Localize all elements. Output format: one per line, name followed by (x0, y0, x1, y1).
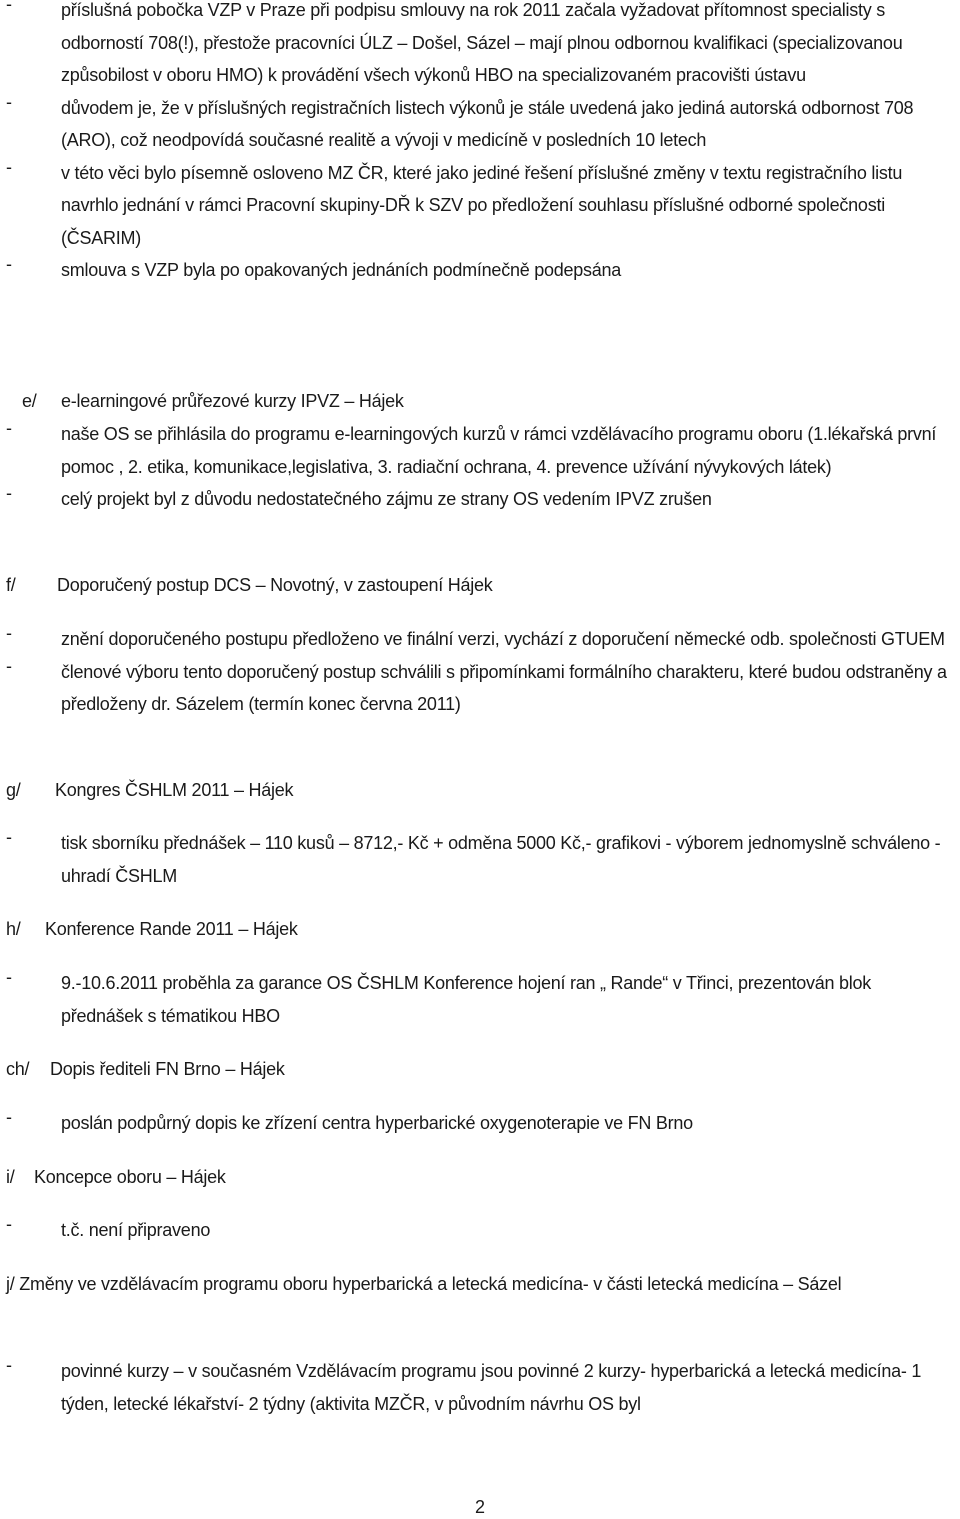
list-item-text: celý projekt byl z důvodu nedostatečného zájmu ze strany OS vedením IPVZ zrušen (61, 489, 712, 509)
section-title: Doporučený postup DCS – Novotný, v zastoupení Hájek (57, 575, 493, 595)
list-item (0, 1214, 960, 1247)
bullet-dash: - (6, 418, 12, 438)
section-label: i/ (6, 1167, 15, 1187)
section-title: e-learningové průřezové kurzy IPVZ – Hájek (61, 391, 404, 411)
section-label: ch/ (6, 1059, 30, 1079)
section-label: f/ (6, 575, 16, 595)
section-i-items (0, 1214, 960, 1247)
list-item (0, 157, 960, 255)
section-title: Dopis řediteli FN Brno – Hájek (50, 1059, 285, 1079)
list-item (0, 623, 960, 656)
bullet-dash: - (6, 483, 12, 503)
bullet-dash: - (6, 623, 12, 643)
section-label: e/ (22, 391, 37, 411)
section-title: Změny ve vzdělávacím programu oboru hyperbarická a letecká medicína- v části letecká medicína – Sázel (19, 1274, 842, 1294)
bullet-dash: - (6, 1107, 12, 1127)
list-item-text: naše OS se přihlásila do programu e-learningových kurzů v rámci vzdělávacího programu oboru (1.lékařská první pomoc , 2. etika, komunikace,legislativa, 3. radiační ochrana, 4. prevence užívání nývykových látek) (61, 424, 937, 477)
list-item-text: 9.-10.6.2011 proběhla za garance OS ČSHLM Konference hojení ran „ Rande“ v Třinci, prezentován blok přednášek s tématikou HBO (61, 973, 872, 1026)
bullet-dash: - (6, 254, 12, 274)
list-item (0, 92, 960, 157)
list-item (0, 656, 960, 721)
section-intro (0, 0, 960, 287)
list-item-text: příslušná pobočka VZP v Praze při podpisu smlouvy na rok 2011 začala vyžadovat přítomnost specialisty s odborností 708(!), přestože pracovníci ÚLZ – Došel, Sázel – mají plnou odbornou kvalifikaci (specializovanou způsobilost v oboru HMO) k provádění všech výkonů HBO na specializovaném pracovišti ústavu (61, 0, 903, 85)
bullet-dash: - (6, 91, 12, 112)
section-label: g/ (6, 780, 21, 800)
section-label: h/ (6, 919, 21, 939)
list-item-text: znění doporučeného postupu předloženo ve finální verzi, vychází z doporučení německé odb. společnosti GTUEM (61, 629, 945, 649)
list-item (0, 483, 960, 516)
list-item (0, 418, 960, 483)
bullet-dash: - (6, 156, 12, 177)
section-e-items (0, 418, 960, 516)
list-item (0, 0, 960, 92)
list-item-text: t.č. není připraveno (61, 1220, 211, 1240)
bullet-dash: - (6, 1214, 12, 1234)
bullet-dash: - (6, 1355, 12, 1375)
page-number: 2 (474, 1497, 485, 1517)
list-item-text: poslán podpůrný dopis ke zřízení centra hyperbarické oxygenoterapie ve FN Brno (61, 1113, 693, 1133)
list-item-text: členové výboru tento doporučený postup schválili s připomínkami formálního charakteru, které budou odstraněny a předloženy dr. Sázelem (termín konec června 2011) (61, 661, 947, 714)
section-heading-j (0, 1268, 960, 1301)
list-item (0, 254, 960, 287)
section-j-items (0, 1355, 960, 1420)
bullet-dash: - (6, 827, 12, 847)
bullet-dash: - (6, 967, 12, 987)
section-label: j/ (6, 1274, 15, 1294)
bullet-dash: - (6, 655, 12, 676)
section-heading-i (0, 1161, 960, 1193)
section-heading-ch (0, 1053, 960, 1085)
list-item (0, 1107, 960, 1140)
list-item-text: v této věci bylo písemně osloveno MZ ČR, které jako jediné řešení příslušné změny v textu registračního listu navrhlo jednání v rámci Pracovní skupiny-DŘ k SZV po předložení souhlasu příslušné odborné společnosti (ČSARIM) (61, 162, 903, 248)
section-g-items (0, 827, 960, 892)
section-title: Koncepce oboru – Hájek (34, 1167, 226, 1187)
section-heading-g (0, 774, 960, 806)
section-heading-f (0, 569, 960, 601)
list-item-text: tisk sborníku přednášek – 110 kusů – 8712,- Kč + odměna 5000 Kč,- grafikovi - výborem jednomyslně schváleno - uhradí ČSHLM (61, 833, 941, 886)
list-item-text: povinné kurzy – v současném Vzdělávacím programu jsou povinné 2 kurzy- hyperbarická a letecká medicína- 1 týden, letecké lékařství- 2 týdny (aktivita MZČR, v původním návrhu OS byl (61, 1361, 922, 1414)
section-h-items (0, 967, 960, 1032)
list-item-text: smlouva s VZP byla po opakovaných jednáních podmínečně podepsána (61, 260, 622, 280)
section-f-items (0, 623, 960, 721)
list-item (0, 1355, 960, 1420)
section-ch-items (0, 1107, 960, 1140)
section-title: Kongres ČSHLM 2011 – Hájek (55, 780, 294, 800)
list-item-text: důvodem je, že v příslušných registračních listech výkonů je stále uvedená jako jediná autorská odbornost 708 (ARO), což neodpovídá současné realitě a vývoji v medicíně v posledních 10 letech (61, 97, 914, 150)
list-item (0, 967, 960, 1032)
section-title: Konference Rande 2011 – Hájek (45, 919, 298, 939)
section-heading-h (0, 913, 960, 945)
list-item (0, 827, 960, 892)
bullet-dash: - (6, 0, 12, 14)
section-heading-e (0, 385, 960, 417)
